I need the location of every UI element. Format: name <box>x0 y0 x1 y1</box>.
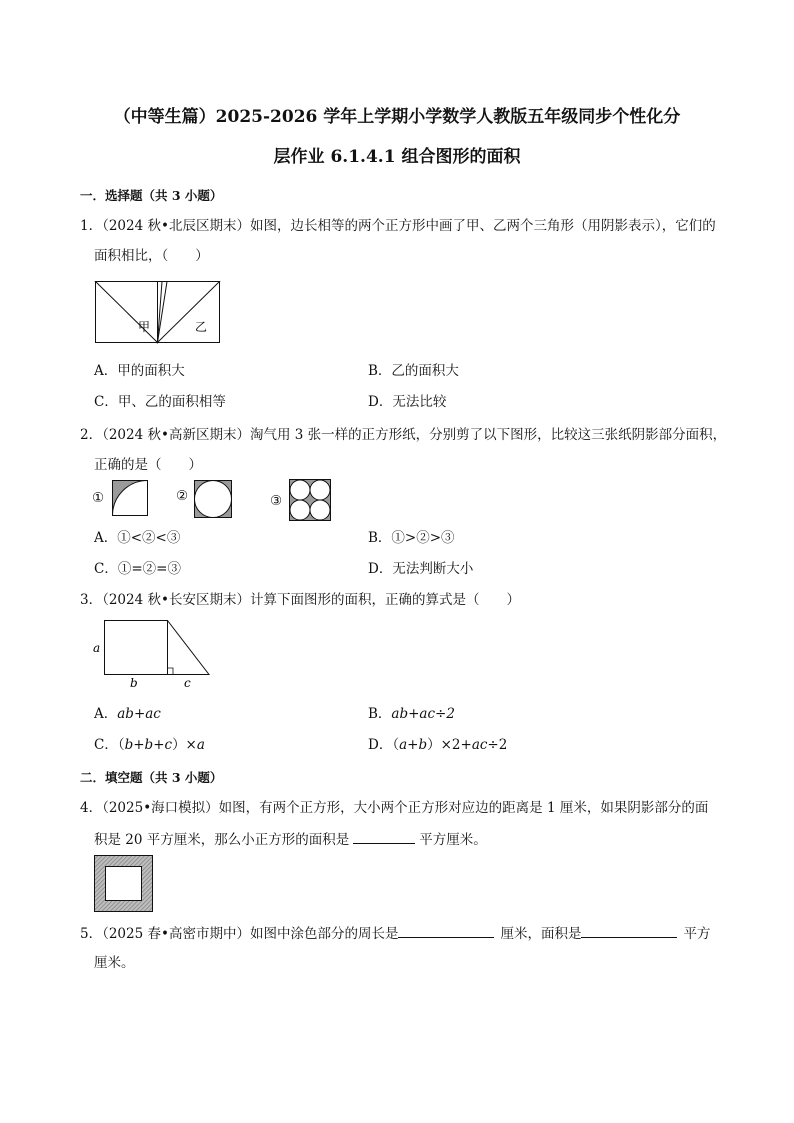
q3-label-a: a <box>93 641 101 655</box>
q5-area-blank[interactable] <box>581 923 677 938</box>
q5-text-line2: 厘米。 <box>94 955 135 971</box>
q3-option-d-var: a+b <box>399 737 428 753</box>
q2-option-b[interactable]: B．①>②>③ <box>368 530 455 546</box>
q3-option-b-prefix: B． <box>368 706 392 722</box>
q3-option-b-expr: ab+ac÷2 <box>391 706 455 722</box>
q4-text-line2-a: 积是 20 平方厘米，那么小正方形的面积是 <box>94 832 350 848</box>
q3-option-d-end: ÷2 <box>487 737 508 753</box>
q3-text-line1: 3．（2024 秋•长安区期末）计算下面图形的面积，正确的算式是（ ） <box>80 592 520 608</box>
q3-option-c-var: b+b+c <box>124 737 173 753</box>
q3-option-c-prefix: C．（ <box>94 737 125 753</box>
q3-option-a[interactable] <box>94 704 161 724</box>
q3-option-c-mid: ）× <box>172 737 197 753</box>
q1-figure-two-squares <box>95 281 221 343</box>
q4-answer-blank[interactable] <box>353 829 415 844</box>
q2-text-line1: 2．（2024 秋•高新区期末）淘气用 3 张一样的正方形纸，分别剪了以下图形，比较这三张纸阴影部分面积， <box>80 427 727 443</box>
q1-label-yi: 乙 <box>195 320 208 334</box>
q4-figure-nested-squares <box>94 855 154 913</box>
q1-triangle-jia <box>96 282 163 343</box>
q2-figure1-quarter-circle <box>112 480 148 516</box>
section-heading-choice: 一．选择题（共 3 小题） <box>80 188 223 203</box>
q3-option-d-mid: ）×2+ <box>427 737 472 753</box>
q1-text-line1: 1．（2024 秋•北辰区期末）如图，边长相等的两个正方形中画了甲、乙两个三角形（用阴影表示），它们的 <box>80 218 716 234</box>
q2-option-d[interactable]: D．无法判断大小 <box>368 561 474 577</box>
q1-text-line2: 面积相比，（ ） <box>94 248 209 264</box>
q3-option-b[interactable] <box>368 704 455 724</box>
section-heading-fill: 二．填空题（共 3 小题） <box>80 770 223 785</box>
q2-figure3-label: ③ <box>270 493 283 509</box>
q2-figure1-label: ① <box>92 490 105 506</box>
q1-option-b[interactable]: B．乙的面积大 <box>368 363 459 379</box>
q3-figure-rect-triangle <box>90 620 215 692</box>
q3-option-c[interactable] <box>94 735 205 755</box>
q2-option-c[interactable]: C．①=②=③ <box>94 561 181 577</box>
q5-text-line1 <box>80 923 710 944</box>
q4-text-line2 <box>94 829 487 850</box>
q3-option-c-end: a <box>196 737 205 753</box>
q1-triangle-yi <box>158 282 220 343</box>
q3-option-a-prefix: A． <box>94 706 118 722</box>
q4-text-line2-b: 平方厘米。 <box>419 832 487 848</box>
q5-perimeter-blank[interactable] <box>398 923 494 938</box>
q1-option-d[interactable]: D．无法比较 <box>368 394 447 410</box>
q5-text-line1-b: 厘米，面积是 <box>500 926 582 942</box>
q5-text-line1-c: 平方 <box>683 926 711 942</box>
page-title-line1: （中等生篇）2025-2026 学年上学期小学数学人教版五年级同步个性化分 <box>113 107 681 127</box>
q4-text-line1: 4．（2025•海口模拟）如图，有两个正方形，大小两个正方形对应边的距离是 1 厘米，如果阴影部分的面 <box>80 800 709 816</box>
q2-figure2-inscribed-circle <box>194 480 232 518</box>
q2-option-a[interactable]: A．①<②<③ <box>94 530 181 546</box>
page-title-line2: 层作业 6.1.4.1 组合图形的面积 <box>273 147 521 167</box>
q2-figure3-four-circles <box>289 479 331 521</box>
q1-option-c[interactable]: C．甲、乙的面积相等 <box>94 394 226 410</box>
q3-option-a-expr: ab+ac <box>117 706 161 722</box>
q3-option-d[interactable] <box>368 735 507 755</box>
q1-label-jia: 甲 <box>138 320 151 334</box>
q3-label-c: c <box>184 676 191 690</box>
q2-figure2-label: ② <box>176 488 189 504</box>
q2-text-line2: 正确的是（ ） <box>94 457 202 473</box>
q1-option-a[interactable]: A．甲的面积大 <box>94 363 185 379</box>
q3-label-b: b <box>130 676 138 690</box>
q3-option-d-prefix: D．（ <box>368 737 400 753</box>
q3-option-d-var2: ac <box>471 737 488 753</box>
q5-text-line1-a: 5．（2025 春•高密市期中）如图中涂色部分的周长是 <box>80 926 399 942</box>
